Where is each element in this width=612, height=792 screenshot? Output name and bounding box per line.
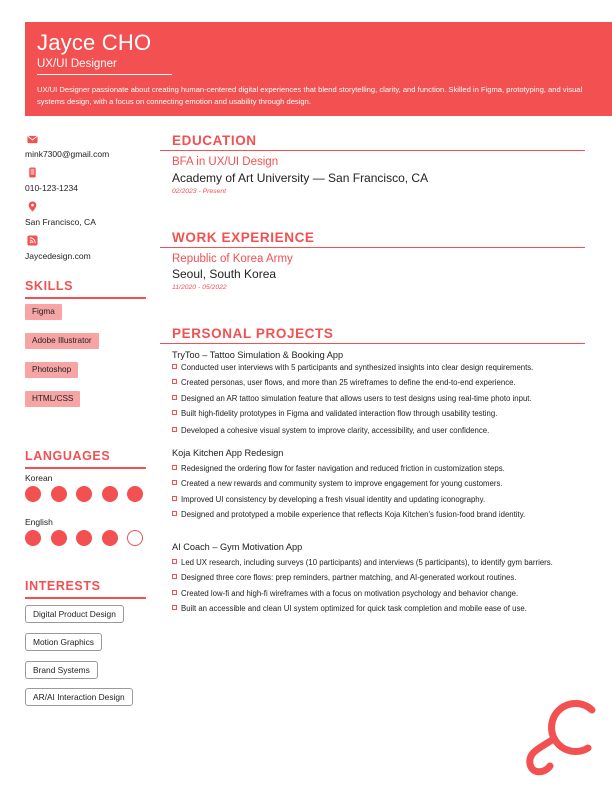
skills-heading: SKILLS — [25, 279, 146, 299]
website-icon — [27, 235, 38, 246]
list-item: Improved UI consistency by developing a fresh visual identity and updating iconography. — [172, 495, 592, 504]
project-title: AI Coach – Gym Motivation App — [172, 542, 303, 552]
list-item: Created a new rewards and community system to improve engagement for young customers. — [172, 479, 592, 488]
list-item: Created low-fi and high-fi wireframes with a focus on motivation psychology and behavior change. — [172, 589, 592, 598]
bullet-square-icon — [172, 364, 177, 369]
phone-text[interactable]: 010-123-1234 — [25, 183, 78, 193]
profile-summary: UX/UI Designer passionate about creating human-centered digital experiences that blend storytelling, clarity, and function. Skilled in Figma, prototyping, and visual systems design, with a focus on connecting emotion and usability through design. — [37, 85, 583, 106]
bullet-square-icon — [172, 511, 177, 516]
list-item: Built high-fidelity prototypes in Figma and validated interaction flow through usability testing. — [172, 409, 592, 418]
header-banner — [25, 22, 612, 116]
education-date: 02/2023 - Present — [172, 188, 227, 195]
candidate-role: UX/UI Designer — [37, 58, 117, 70]
candidate-name: Jayce CHO — [37, 30, 152, 55]
proficiency-dot-filled — [127, 486, 143, 502]
list-item: Built an accessible and clean UI system optimized for quick task completion and mobile ease of use. — [172, 604, 592, 613]
skill-tag: Photoshop — [25, 362, 78, 378]
phone-icon — [27, 167, 38, 178]
languages-heading: LANGUAGES — [25, 449, 146, 469]
bullet-square-icon — [172, 410, 177, 415]
work-location: Seoul, South Korea — [172, 267, 277, 281]
language-korean: Korean — [25, 473, 53, 483]
skill-tag: Adobe Illustrator — [25, 333, 99, 349]
website-text[interactable]: Jaycedesign.com — [25, 251, 91, 261]
interests-heading: INTERESTS — [25, 579, 146, 599]
list-item: Designed an AR tattoo simulation feature that allows users to test designs using real-time photo input. — [172, 394, 592, 403]
list-item: Redesigned the ordering flow for faster navigation and reduced friction in customization steps. — [172, 464, 592, 473]
interest-tag: AR/AI Interaction Design — [25, 688, 133, 706]
work-date: 11/2020 - 05/2022 — [172, 284, 227, 291]
location-text: San Francisco, CA — [25, 217, 96, 227]
proficiency-dot-filled — [102, 530, 118, 546]
bullet-square-icon — [172, 496, 177, 501]
bullet-square-icon — [172, 427, 177, 432]
proficiency-dot-filled — [102, 486, 118, 502]
bullet-square-icon — [172, 590, 177, 595]
bullet-square-icon — [172, 480, 177, 485]
list-item: Created personas, user flows, and more than 25 wireframes to define the end-to-end experience. — [172, 378, 592, 387]
interest-tag: Motion Graphics — [25, 633, 102, 651]
bullet-square-icon — [172, 465, 177, 470]
skill-tag: Figma — [25, 304, 62, 320]
work-heading: WORK EXPERIENCE — [160, 230, 585, 248]
proficiency-dot-empty — [127, 530, 143, 546]
education-school: Academy of Art University — San Francisco, CA — [172, 171, 429, 185]
project-title: Koja Kitchen App Redesign — [172, 448, 284, 458]
email-icon — [27, 134, 38, 145]
list-item: Conducted user interviews with 5 participants and synthesized insights into clear design requirements. — [172, 363, 592, 372]
list-item: Developed a cohesive visual system to improve clarity, accessibility, and user confidence. — [172, 426, 592, 435]
interest-tag: Digital Product Design — [25, 605, 124, 623]
projects-heading: PERSONAL PROJECTS — [160, 326, 585, 344]
brand-logo-icon — [522, 690, 604, 780]
proficiency-dot-filled — [76, 486, 92, 502]
proficiency-dot-filled — [25, 530, 41, 546]
language-english: English — [25, 517, 53, 527]
project-title: TryToo – Tattoo Simulation & Booking App — [172, 350, 344, 360]
list-item: Designed three core flows: prep reminders, partner matching, and AI-generated workout routines. — [172, 573, 592, 582]
bullet-square-icon — [172, 379, 177, 384]
education-degree: BFA in UX/UI Design — [172, 156, 279, 168]
proficiency-dot-filled — [51, 530, 67, 546]
education-heading: EDUCATION — [160, 133, 585, 151]
bullet-square-icon — [172, 559, 177, 564]
bullet-square-icon — [172, 395, 177, 400]
location-pin-icon — [27, 201, 38, 212]
work-org: Republic of Korea Army — [172, 253, 293, 265]
list-item: Designed and prototyped a mobile experience that reflects Koja Kitchen's fusion-food brand identity. — [172, 510, 592, 519]
proficiency-dot-filled — [51, 486, 67, 502]
bullet-square-icon — [172, 605, 177, 610]
proficiency-dot-filled — [76, 530, 92, 546]
list-item: Led UX research, including surveys (10 participants) and interviews (5 participants), to identify gym barriers. — [172, 558, 592, 567]
skill-tag: HTML/CSS — [25, 391, 80, 407]
email-text[interactable]: mink7300@gmail.com — [25, 149, 110, 159]
role-underline — [37, 74, 172, 75]
proficiency-dot-filled — [25, 486, 41, 502]
bullet-square-icon — [172, 574, 177, 579]
interest-tag: Brand Systems — [25, 661, 98, 679]
